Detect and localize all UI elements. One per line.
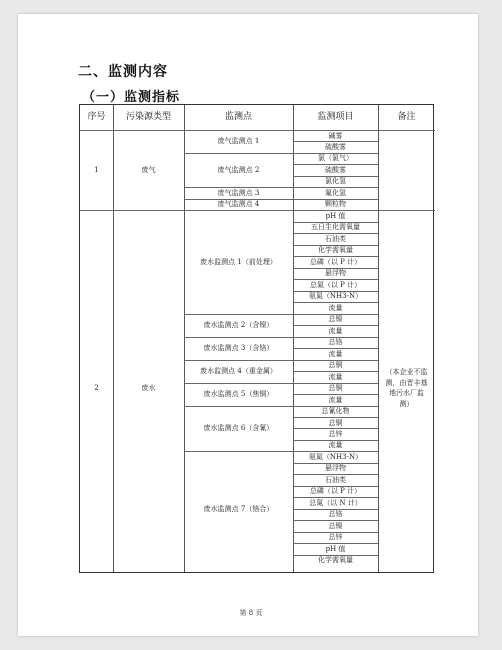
monitoring-point: 废水监测点 3（含铬） xyxy=(203,343,274,352)
pollution-source-type: 废气 xyxy=(141,165,156,174)
monitoring-item: 氨氮（NH3-N） xyxy=(308,292,363,301)
monitoring-item: 总铬 xyxy=(328,338,343,347)
monitoring-item: 总铜 xyxy=(328,361,343,370)
monitoring-item: 悬浮物 xyxy=(325,269,346,278)
monitoring-item: 总磷（以 P 计） xyxy=(309,487,362,496)
monitoring-item: 悬浮物 xyxy=(325,464,346,473)
monitoring-item: 硫酸雾 xyxy=(325,165,346,174)
monitoring-point: 废水监测点 2（含镍） xyxy=(203,320,274,329)
monitoring-item: 流量 xyxy=(328,326,343,335)
remark-note: （本企业不监测，由晋丰基地污水厂监测） xyxy=(385,368,428,408)
monitoring-point: 废水监测点 5（焦铜） xyxy=(203,389,274,398)
monitoring-item: 氯化氢 xyxy=(325,177,346,186)
monitoring-item: 总铬 xyxy=(328,510,343,519)
monitoring-item: 流量 xyxy=(328,303,343,312)
subsection-heading: （一）监测指标 xyxy=(82,90,181,105)
monitoring-item: 五日生化需氧量 xyxy=(311,223,360,232)
monitoring-item: 总锌 xyxy=(328,533,343,542)
monitoring-item: 氟化氢 xyxy=(325,188,346,197)
column-header: 备注 xyxy=(397,112,416,123)
monitoring-item: 总铜 xyxy=(328,418,343,427)
monitoring-item: 石油类 xyxy=(325,475,346,484)
monitoring-point: 废水监测点 7（铬合） xyxy=(203,504,274,513)
monitoring-item: 总氮（以 N 计） xyxy=(309,498,362,507)
monitoring-item: 碱雾 xyxy=(328,131,343,140)
section-heading: 二、监测内容 xyxy=(78,64,168,80)
monitoring-item: 化学需氧量 xyxy=(318,556,353,565)
monitoring-point: 废气监测点 4 xyxy=(217,200,260,209)
monitoring-point: 废气监测点 2 xyxy=(217,165,260,174)
monitoring-point: 废水监测点 4（重金属） xyxy=(200,366,277,375)
monitoring-point: 废水监测点 1（前处理） xyxy=(200,257,277,266)
pollution-source-type: 废水 xyxy=(141,384,156,393)
monitoring-point: 废气监测点 3 xyxy=(217,188,260,197)
monitoring-item: 化学需氧量 xyxy=(318,246,353,255)
monitoring-item: pH 值 xyxy=(325,211,346,220)
monitoring-item: 总氮（以 P 计） xyxy=(309,280,362,289)
column-header: 监测点 xyxy=(224,112,252,123)
monitoring-item: 流量 xyxy=(328,441,343,450)
monitoring-table xyxy=(79,104,434,573)
page-number: 第 8 页 xyxy=(239,609,263,617)
column-header: 序号 xyxy=(87,112,106,123)
monitoring-item: 流量 xyxy=(328,372,343,381)
column-header: 污染源类型 xyxy=(125,112,171,123)
monitoring-item: 总镍 xyxy=(328,521,343,530)
row-number: 1 xyxy=(94,165,99,174)
monitoring-item: 总镍 xyxy=(328,315,343,324)
monitoring-item: 石油类 xyxy=(325,234,346,243)
monitoring-item: 颗粒物 xyxy=(325,200,346,209)
monitoring-item: 总磷（以 P 计） xyxy=(309,257,362,266)
monitoring-point: 废水监测点 6（含氰） xyxy=(203,424,274,433)
monitoring-item: 总锌 xyxy=(328,430,343,438)
row-number: 2 xyxy=(94,384,99,393)
monitoring-item: 总氰化物 xyxy=(321,407,350,416)
monitoring-item: 总铜 xyxy=(328,384,343,393)
monitoring-item: 流量 xyxy=(328,395,343,404)
monitoring-item: 氨氮（NH3-N） xyxy=(308,452,363,461)
column-header: 监测项目 xyxy=(317,112,354,123)
monitoring-item: 流量 xyxy=(328,349,343,358)
monitoring-item: 氯（氯气） xyxy=(318,154,353,163)
monitoring-item: pH 值 xyxy=(325,544,346,553)
monitoring-point: 废气监测点 1 xyxy=(217,137,260,146)
monitoring-item: 硫酸雾 xyxy=(325,143,346,151)
